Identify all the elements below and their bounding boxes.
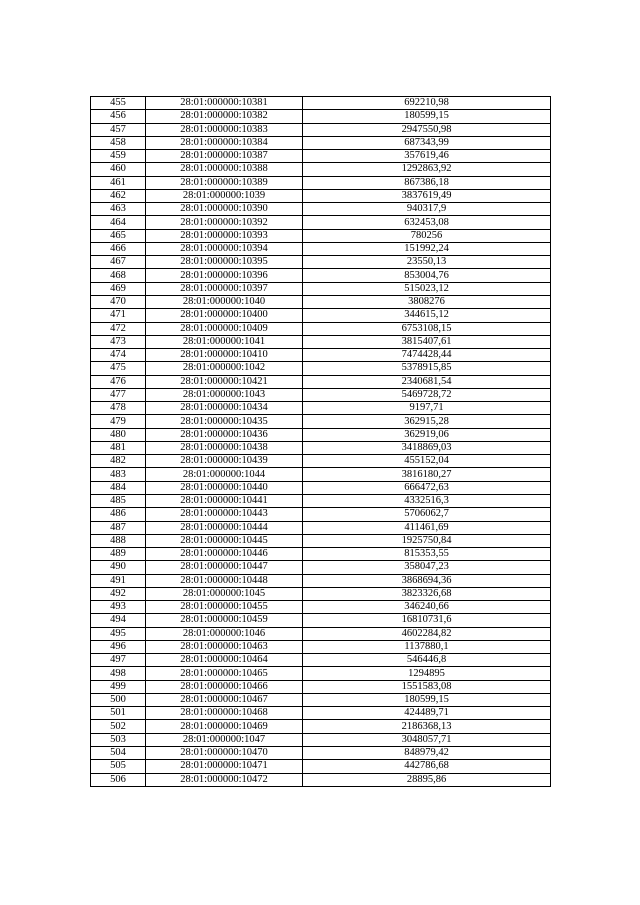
cadastral-number-cell: 28:01:000000:1045 [146,587,303,600]
table-row [91,216,551,229]
cadastral-value-cell: 780256 [303,229,551,242]
table-row [91,349,551,362]
row-number-cell: 469 [91,282,146,295]
cadastral-value-cell: 28895,86 [303,773,551,786]
table-row [91,654,551,667]
cadastral-number-cell: 28:01:000000:10381 [146,97,303,110]
row-number-cell: 476 [91,375,146,388]
table-row [91,640,551,653]
row-number-cell: 463 [91,203,146,216]
cadastral-number-cell: 28:01:000000:10465 [146,667,303,680]
row-number-cell: 460 [91,163,146,176]
row-number-cell: 457 [91,123,146,136]
cadastral-number-cell: 28:01:000000:10382 [146,110,303,123]
cadastral-number-cell: 28:01:000000:10467 [146,693,303,706]
cadastral-value-cell: 358047,23 [303,561,551,574]
cadastral-value-cell: 362919,06 [303,428,551,441]
row-number-cell: 500 [91,693,146,706]
cadastral-number-cell: 28:01:000000:10390 [146,203,303,216]
cadastral-value-cell: 687343,99 [303,136,551,149]
cadastral-number-cell: 28:01:000000:10441 [146,494,303,507]
cadastral-value-cell: 666472,63 [303,481,551,494]
table-row [91,574,551,587]
cadastral-value-cell: 3048057,71 [303,733,551,746]
cadastral-number-cell: 28:01:000000:10393 [146,229,303,242]
cadastral-value-cell: 692210,98 [303,97,551,110]
table-row [91,428,551,441]
table-row [91,375,551,388]
row-number-cell: 455 [91,97,146,110]
row-number-cell: 464 [91,216,146,229]
cadastral-value-cell: 3837619,49 [303,189,551,202]
table-row [91,335,551,348]
cadastral-value-cell: 151992,24 [303,242,551,255]
cadastral-number-cell: 28:01:000000:10447 [146,561,303,574]
table-row [91,481,551,494]
table-row [91,534,551,547]
table-row [91,441,551,454]
row-number-cell: 458 [91,136,146,149]
row-number-cell: 480 [91,428,146,441]
table-row [91,402,551,415]
table-row [91,733,551,746]
row-number-cell: 456 [91,110,146,123]
row-number-cell: 492 [91,587,146,600]
cadastral-number-cell: 28:01:000000:10383 [146,123,303,136]
cadastral-value-cell: 867386,18 [303,176,551,189]
table-row [91,720,551,733]
cadastral-value-cell: 1551583,08 [303,680,551,693]
table-row [91,256,551,269]
row-number-cell: 503 [91,733,146,746]
cadastral-value-cell: 940317,9 [303,203,551,216]
row-number-cell: 489 [91,548,146,561]
cadastral-number-cell: 28:01:000000:1046 [146,627,303,640]
cadastral-value-cell: 632453,08 [303,216,551,229]
cadastral-value-cell: 3868694,36 [303,574,551,587]
row-number-cell: 483 [91,468,146,481]
cadastral-number-cell: 28:01:000000:10438 [146,441,303,454]
cadastral-value-cell: 2186368,13 [303,720,551,733]
cadastral-value-cell: 1925750,84 [303,534,551,547]
table-row [91,760,551,773]
cadastral-value-cell: 3823326,68 [303,587,551,600]
table-row [91,614,551,627]
table-row [91,322,551,335]
cadastral-value-cell: 4332516,3 [303,494,551,507]
cadastral-number-cell: 28:01:000000:10440 [146,481,303,494]
cadastral-value-table [90,96,551,787]
cadastral-value-cell: 6753108,15 [303,322,551,335]
cadastral-number-cell: 28:01:000000:10455 [146,601,303,614]
cadastral-value-cell: 9197,71 [303,402,551,415]
table-row [91,362,551,375]
cadastral-number-cell: 28:01:000000:10395 [146,256,303,269]
table-row [91,123,551,136]
cadastral-number-cell: 28:01:000000:1043 [146,388,303,401]
row-number-cell: 490 [91,561,146,574]
table-row [91,110,551,123]
cadastral-number-cell: 28:01:000000:10388 [146,163,303,176]
cadastral-number-cell: 28:01:000000:10397 [146,282,303,295]
table-row [91,693,551,706]
cadastral-value-cell: 180599,15 [303,110,551,123]
table-row [91,468,551,481]
table-row [91,150,551,163]
cadastral-number-cell: 28:01:000000:10384 [146,136,303,149]
row-number-cell: 482 [91,455,146,468]
cadastral-value-cell: 7474428,44 [303,349,551,362]
cadastral-number-cell: 28:01:000000:1040 [146,295,303,308]
row-number-cell: 501 [91,707,146,720]
cadastral-value-cell: 815353,55 [303,548,551,561]
cadastral-number-cell: 28:01:000000:1041 [146,335,303,348]
cadastral-number-cell: 28:01:000000:10464 [146,654,303,667]
row-number-cell: 459 [91,150,146,163]
row-number-cell: 467 [91,256,146,269]
cadastral-number-cell: 28:01:000000:1044 [146,468,303,481]
row-number-cell: 468 [91,269,146,282]
row-number-cell: 497 [91,654,146,667]
row-number-cell: 484 [91,481,146,494]
row-number-cell: 471 [91,309,146,322]
row-number-cell: 474 [91,349,146,362]
row-number-cell: 506 [91,773,146,786]
row-number-cell: 481 [91,441,146,454]
table-row [91,601,551,614]
row-number-cell: 486 [91,508,146,521]
cadastral-value-cell: 515023,12 [303,282,551,295]
cadastral-number-cell: 28:01:000000:10472 [146,773,303,786]
cadastral-number-cell: 28:01:000000:1047 [146,733,303,746]
cadastral-number-cell: 28:01:000000:10446 [146,548,303,561]
table-row [91,548,551,561]
table-row [91,561,551,574]
table-row [91,163,551,176]
cadastral-number-cell: 28:01:000000:10448 [146,574,303,587]
cadastral-number-cell: 28:01:000000:10468 [146,707,303,720]
cadastral-number-cell: 28:01:000000:10469 [146,720,303,733]
row-number-cell: 502 [91,720,146,733]
row-number-cell: 487 [91,521,146,534]
table-row [91,176,551,189]
cadastral-number-cell: 28:01:000000:10471 [146,760,303,773]
row-number-cell: 498 [91,667,146,680]
cadastral-number-cell: 28:01:000000:10445 [146,534,303,547]
table-row [91,747,551,760]
cadastral-value-cell: 346240,66 [303,601,551,614]
cadastral-value-cell: 546446,8 [303,654,551,667]
cadastral-value-cell: 16810731,6 [303,614,551,627]
cadastral-value-cell: 1294895 [303,667,551,680]
cadastral-number-cell: 28:01:000000:10400 [146,309,303,322]
cadastral-value-cell: 1137880,1 [303,640,551,653]
cadastral-value-cell: 344615,12 [303,309,551,322]
row-number-cell: 465 [91,229,146,242]
row-number-cell: 496 [91,640,146,653]
cadastral-value-cell: 848979,42 [303,747,551,760]
cadastral-number-cell: 28:01:000000:10409 [146,322,303,335]
row-number-cell: 479 [91,415,146,428]
row-number-cell: 461 [91,176,146,189]
table-row [91,508,551,521]
table-row [91,455,551,468]
table-body [91,97,551,787]
row-number-cell: 495 [91,627,146,640]
table-row [91,415,551,428]
table-row [91,189,551,202]
cadastral-number-cell: 28:01:000000:10436 [146,428,303,441]
cadastral-value-cell: 2340681,54 [303,375,551,388]
cadastral-number-cell: 28:01:000000:10444 [146,521,303,534]
cadastral-number-cell: 28:01:000000:10435 [146,415,303,428]
cadastral-value-cell: 4602284,82 [303,627,551,640]
row-number-cell: 472 [91,322,146,335]
row-number-cell: 478 [91,402,146,415]
cadastral-number-cell: 28:01:000000:10421 [146,375,303,388]
row-number-cell: 462 [91,189,146,202]
table-row [91,295,551,308]
row-number-cell: 477 [91,388,146,401]
cadastral-number-cell: 28:01:000000:10434 [146,402,303,415]
cadastral-value-cell: 455152,04 [303,455,551,468]
table-row [91,494,551,507]
cadastral-value-cell: 1292863,92 [303,163,551,176]
table-row [91,627,551,640]
table-row [91,282,551,295]
table-row [91,242,551,255]
cadastral-value-cell: 411461,69 [303,521,551,534]
cadastral-value-cell: 442786,68 [303,760,551,773]
table-row [91,773,551,786]
cadastral-number-cell: 28:01:000000:10466 [146,680,303,693]
table-row [91,97,551,110]
cadastral-value-cell: 5469728,72 [303,388,551,401]
cadastral-value-cell: 3418869,03 [303,441,551,454]
cadastral-number-cell: 28:01:000000:10392 [146,216,303,229]
cadastral-value-cell: 853004,76 [303,269,551,282]
row-number-cell: 488 [91,534,146,547]
row-number-cell: 466 [91,242,146,255]
row-number-cell: 494 [91,614,146,627]
cadastral-value-cell: 5706062,7 [303,508,551,521]
row-number-cell: 491 [91,574,146,587]
cadastral-number-cell: 28:01:000000:10463 [146,640,303,653]
cadastral-value-cell: 3808276 [303,295,551,308]
row-number-cell: 504 [91,747,146,760]
cadastral-value-cell: 424489,71 [303,707,551,720]
cadastral-number-cell: 28:01:000000:10410 [146,349,303,362]
cadastral-number-cell: 28:01:000000:10439 [146,455,303,468]
row-number-cell: 505 [91,760,146,773]
cadastral-number-cell: 28:01:000000:10459 [146,614,303,627]
table-row [91,667,551,680]
cadastral-value-cell: 362915,28 [303,415,551,428]
cadastral-number-cell: 28:01:000000:1039 [146,189,303,202]
cadastral-value-cell: 23550,13 [303,256,551,269]
row-number-cell: 493 [91,601,146,614]
table-row [91,269,551,282]
table-row [91,229,551,242]
row-number-cell: 470 [91,295,146,308]
cadastral-value-cell: 180599,15 [303,693,551,706]
cadastral-number-cell: 28:01:000000:10470 [146,747,303,760]
cadastral-value-cell: 357619,46 [303,150,551,163]
row-number-cell: 499 [91,680,146,693]
row-number-cell: 473 [91,335,146,348]
table-row [91,203,551,216]
table-row [91,707,551,720]
table-row [91,521,551,534]
cadastral-number-cell: 28:01:000000:10389 [146,176,303,189]
table-row [91,388,551,401]
row-number-cell: 485 [91,494,146,507]
cadastral-value-cell: 3815407,61 [303,335,551,348]
table-row [91,309,551,322]
table-row [91,587,551,600]
cadastral-value-cell: 5378915,85 [303,362,551,375]
cadastral-number-cell: 28:01:000000:10396 [146,269,303,282]
cadastral-number-cell: 28:01:000000:10387 [146,150,303,163]
cadastral-number-cell: 28:01:000000:10394 [146,242,303,255]
cadastral-value-cell: 3816180,27 [303,468,551,481]
table-row [91,680,551,693]
row-number-cell: 475 [91,362,146,375]
cadastral-number-cell: 28:01:000000:10443 [146,508,303,521]
cadastral-number-cell: 28:01:000000:1042 [146,362,303,375]
cadastral-value-cell: 2947550,98 [303,123,551,136]
table-row [91,136,551,149]
